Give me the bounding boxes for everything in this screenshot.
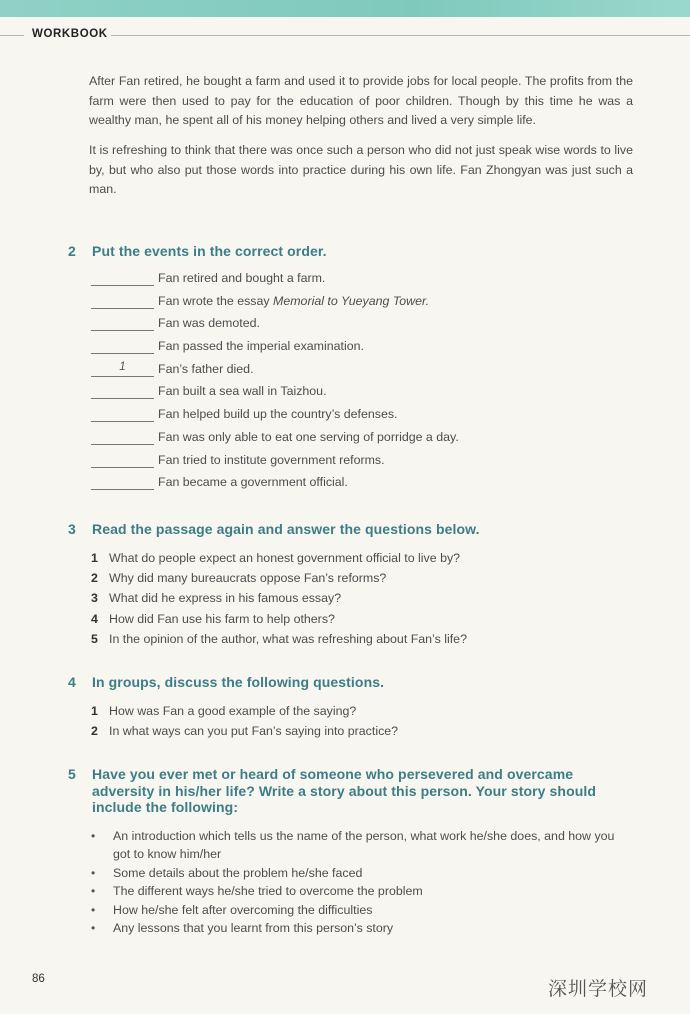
answer-blank[interactable] [91, 452, 154, 468]
question-number: 4 [91, 611, 98, 626]
question-text: What do people expect an honest government official to live by? [109, 551, 461, 565]
question-number: 2 [91, 571, 98, 586]
question-text: How did Fan use his farm to help others? [109, 611, 335, 626]
essay-title: Memorial to Yueyang Tower. [273, 293, 430, 308]
list-item [91, 704, 631, 724]
event-text: Fan retired and bought a farm. [158, 271, 326, 285]
answer-blank[interactable] [91, 474, 154, 490]
list-item [91, 338, 631, 361]
question-number: 3 [91, 591, 98, 606]
page-number: 86 [32, 973, 45, 985]
answer-blank[interactable] [91, 338, 154, 354]
top-color-band [0, 0, 690, 17]
question-number: 1 [91, 551, 98, 565]
answer-blank[interactable] [91, 270, 154, 286]
question-number: 1 [91, 704, 98, 718]
list-item [91, 571, 631, 591]
event-order-list [91, 270, 631, 497]
answer-blank[interactable]: 1 [91, 361, 154, 377]
question-text: How was Fan a good example of the saying? [109, 704, 357, 718]
question-number: 2 [91, 724, 98, 739]
section-5-number: 5 [68, 766, 76, 782]
event-text: Fan tried to institute government reforms. [158, 452, 385, 467]
section-2-number: 2 [68, 243, 76, 259]
list-item [91, 827, 631, 864]
list-item [91, 612, 631, 632]
bullet-text: An introduction which tells us the name of the person, what work he/she does, and how you got to know him/her [113, 829, 615, 862]
list-item [91, 452, 631, 475]
section-4-number: 4 [68, 674, 76, 690]
bullet-text: The different ways he/she tried to overcome the problem [113, 884, 423, 899]
question-text: Why did many bureaucrats oppose Fan’s reforms? [109, 571, 387, 586]
bullet-text: Any lessons that you learnt from this person’s story [113, 921, 394, 936]
event-text: Fan passed the imperial examination. [158, 339, 364, 354]
list-item [91, 632, 631, 652]
list-item [91, 901, 631, 919]
list-item [91, 551, 631, 571]
answer-blank[interactable] [91, 293, 154, 309]
event-text: Fan built a sea wall in Taizhou. [158, 384, 327, 399]
list-item [91, 406, 631, 429]
list-item [91, 882, 631, 900]
bullet-icon: • [91, 865, 96, 880]
event-text: Fan became a government official. [158, 475, 348, 490]
section-5-title: Have you ever met or heard of someone who persevered and overcame adversity in his/her life? Write a story about this person. Your story should include the following: [92, 766, 597, 815]
section-3-number: 3 [68, 521, 76, 537]
list-item [91, 919, 631, 937]
event-text: Fan’s father died. [158, 361, 254, 376]
section-4-title: In groups, discuss the following questions. [92, 674, 385, 690]
passage-paragraph-1: After Fan retired, he bought a farm and used it to provide jobs for local people. The profits from the farm were then used to pay for the education of poor children. Though by this time he was a wealthy man, he spent all of his money helping others and lived a very simple life. [89, 74, 633, 127]
bullet-icon: • [91, 921, 96, 936]
answer-blank[interactable] [91, 429, 154, 445]
section-2-title: Put the events in the correct order. [92, 243, 327, 259]
header-rule-left [0, 35, 24, 36]
list-item [91, 293, 631, 316]
answer-blank[interactable] [91, 406, 154, 422]
list-item [91, 429, 631, 452]
section-3-title: Read the passage again and answer the questions below. [92, 521, 480, 537]
question-number: 5 [91, 631, 98, 646]
section-3-questions [91, 551, 631, 652]
answer-blank[interactable] [91, 315, 154, 331]
event-text: Fan helped build up the country’s defenses. [158, 407, 398, 422]
answer-blank[interactable] [91, 383, 154, 399]
question-text: In the opinion of the author, what was refreshing about Fan’s life? [109, 631, 467, 646]
question-text: In what ways can you put Fan’s saying into practice? [109, 724, 399, 739]
section-5-bullets [91, 827, 631, 937]
bullet-icon: • [91, 902, 96, 917]
bullet-icon: • [91, 829, 96, 843]
list-item [91, 474, 631, 497]
watermark: 深圳学校网 [548, 978, 649, 1000]
passage-paragraph-2: It is refreshing to think that there was once such a person who did not just speak wise words to live by, but who also put those words into practice during his own life. Fan Zhongyan was just such a man. [89, 143, 633, 196]
list-item [91, 591, 631, 611]
event-text: Fan wrote the essay Memorial to Yueyang Tower. [158, 293, 430, 308]
list-item [91, 270, 631, 293]
question-text: What did he express in his famous essay? [109, 591, 342, 606]
list-item [91, 361, 631, 384]
list-item [91, 864, 631, 882]
running-header: WORKBOOK [32, 28, 108, 40]
bullet-text: Some details about the problem he/she faced [113, 865, 363, 880]
event-text: Fan was demoted. [158, 316, 260, 331]
list-item [91, 724, 631, 744]
event-text: Fan was only able to eat one serving of porridge a day. [158, 429, 459, 444]
section-4-questions [91, 704, 631, 744]
list-item [91, 315, 631, 338]
bullet-text: How he/she felt after overcoming the difficulties [113, 902, 373, 917]
list-item [91, 383, 631, 406]
header-rule-right [111, 35, 690, 36]
bullet-icon: • [91, 884, 96, 899]
